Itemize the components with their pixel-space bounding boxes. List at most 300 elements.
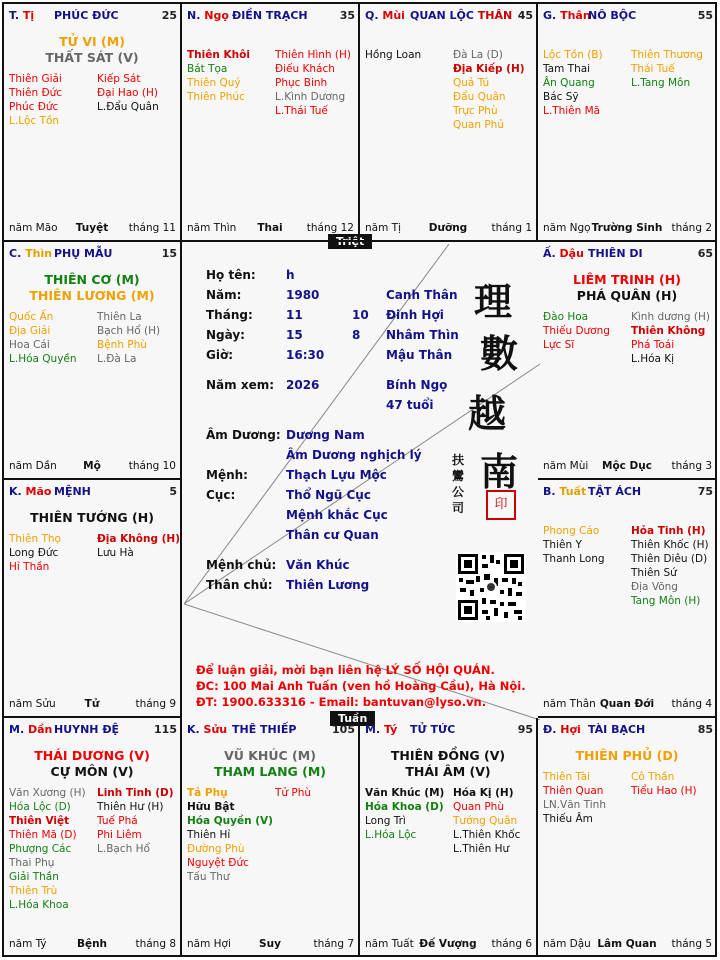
footer-month: tháng 12 — [306, 222, 354, 234]
palace-age: 5 — [169, 485, 177, 498]
palace-branch: N. Ngọ — [187, 9, 229, 22]
footer-stage: Lâm Quan — [597, 938, 657, 950]
minor-star: L.Hóa Quyền — [9, 353, 77, 365]
center-panel — [184, 244, 540, 720]
main-stars — [182, 748, 358, 780]
palace-header — [360, 4, 536, 22]
palace-name: THIÊN DI — [588, 247, 643, 260]
main-star: THIÊN CƠ (M) — [44, 272, 140, 287]
minor-star: Tướng Quân — [453, 815, 518, 827]
chart-board — [2, 2, 717, 957]
footer-month: tháng 10 — [128, 460, 176, 472]
minor-star: Thiên Khốc (H) — [631, 539, 709, 551]
name-value: h — [286, 268, 295, 282]
minor-star: Thai Phụ — [9, 857, 55, 869]
minor-star: Kiếp Sát — [97, 73, 141, 85]
footer-month: tháng 7 — [313, 938, 354, 950]
minor-star: Lực Sĩ — [543, 339, 575, 351]
minor-star: L.Kình Dương — [275, 91, 346, 103]
left-column — [365, 48, 421, 62]
minor-star: Phong Cáo — [543, 525, 600, 537]
minor-star: L.Thiên Mã — [543, 105, 601, 117]
main-stars — [538, 272, 716, 304]
right-column — [97, 532, 180, 560]
palace-branch: G. Thân — [543, 9, 591, 22]
footer-month: tháng 1 — [491, 222, 532, 234]
left-column — [187, 786, 273, 884]
minor-star: Long Trì — [365, 815, 406, 827]
minor-star: Thiên Trù — [9, 885, 58, 897]
month-canchi: Đinh Hợi — [386, 308, 444, 322]
palace-header — [360, 718, 536, 736]
main-star: THIÊN TƯỚNG (H) — [30, 510, 154, 525]
right-column — [453, 786, 520, 856]
minor-star: L.Hóa Kị — [631, 353, 675, 365]
tuan-tag: Tuần — [330, 711, 375, 726]
minor-star: Phúc Đức — [9, 101, 59, 113]
minor-star: Thiên Hình (H) — [275, 49, 351, 61]
main-star: TỬ VI (M) — [59, 34, 125, 49]
minor-star: Quan Phủ — [453, 119, 504, 131]
cuc-key: Cục: — [206, 488, 236, 502]
palace-age: 35 — [339, 9, 355, 22]
main-stars — [4, 272, 180, 304]
minor-star: Tả Phụ — [187, 787, 228, 799]
left-column — [9, 532, 61, 574]
minor-star: Đường Phù — [187, 843, 245, 855]
palace-name: HUYNH ĐỆ — [54, 723, 120, 736]
footer-stage: Quan Đới — [599, 698, 655, 710]
palace-footer — [538, 222, 716, 236]
minor-star: Thanh Long — [543, 553, 605, 565]
minor-star: Phi Liêm — [97, 829, 142, 841]
footer-stage: Suy — [259, 938, 281, 950]
palace-header — [538, 718, 716, 736]
minor-star: Thiếu Âm — [543, 813, 593, 825]
palace-dau[interactable] — [538, 242, 716, 480]
name-label — [206, 268, 256, 282]
minor-star: Thiên Khôi — [187, 49, 250, 61]
minor-star: L.Thiên Khốc — [453, 829, 521, 841]
palace-thin[interactable] — [4, 242, 182, 480]
footer-month: tháng 2 — [671, 222, 712, 234]
palace-branch: K. Sửu — [187, 723, 228, 736]
calligraphy-3: 越 — [468, 391, 507, 436]
footer-year: năm Dậu — [543, 938, 591, 950]
right-column — [631, 310, 710, 366]
minor-star: Địa Không (H) — [97, 533, 180, 545]
palace-ty[interactable] — [360, 718, 538, 956]
minor-star: Thiên Việt — [9, 815, 70, 827]
palace-age: 55 — [697, 9, 713, 22]
minor-star: Thái Tuế — [631, 63, 675, 75]
footer-year: năm Sửu — [9, 698, 56, 710]
than-position: Thân cư Quan — [286, 528, 379, 542]
minor-star: Thiếu Dương — [543, 325, 610, 337]
minor-star: Phượng Các — [9, 843, 72, 855]
palace-footer — [4, 460, 180, 474]
minor-star: LN.Văn Tinh — [543, 799, 606, 811]
footer-year: năm Thân — [543, 698, 596, 710]
palace-name: MỆNH — [54, 485, 91, 498]
minor-star: Thiên Giải — [9, 73, 62, 85]
minor-star: Giải Thần — [9, 871, 59, 883]
palace-branch: M. Dần — [9, 723, 53, 736]
minor-star: Hồng Loan — [365, 49, 422, 61]
view-year-canchi: Bính Ngọ — [386, 378, 448, 392]
palace-tuat[interactable] — [538, 480, 716, 718]
right-column — [97, 310, 160, 366]
main-star: THIÊN LƯƠNG (M) — [29, 288, 155, 303]
minor-star: Hỏa Tinh (H) — [631, 525, 706, 537]
hour-value: 16:30 — [286, 348, 325, 362]
side-char-1: 扶 — [452, 453, 465, 467]
minor-star: Quả Tú — [453, 77, 490, 89]
palace-header — [4, 480, 180, 498]
palace-age: 25 — [161, 9, 177, 22]
footer-year: năm Mão — [9, 222, 58, 234]
left-column — [543, 524, 605, 566]
palace-branch: B. Tuất — [543, 485, 587, 498]
palace-branch: Đ. Hợi — [543, 723, 581, 736]
minor-star: L.Thái Tuế — [275, 105, 328, 117]
minor-star: Quan Phù — [453, 801, 504, 813]
minor-star: L.Bạch Hổ — [97, 843, 150, 855]
main-star: THAM LANG (M) — [213, 764, 327, 779]
minor-star: Thiên Diêu (D) — [631, 553, 708, 565]
minor-star: Phục Binh — [275, 77, 328, 89]
contact-line-3[interactable]: ĐT: 1900.633316 - Email: bantuvan@lyso.vn. — [196, 695, 487, 709]
than-chu-key: Thân chủ: — [206, 578, 273, 592]
palace-footer — [360, 222, 536, 236]
palace-header — [4, 4, 180, 22]
minor-star: Phá Toái — [631, 339, 675, 351]
main-stars — [4, 510, 180, 526]
hour-key: Giờ: — [206, 348, 234, 362]
minor-star: Địa Võng — [631, 581, 678, 593]
palace-header — [538, 242, 716, 260]
minor-star: Trực Phù — [453, 105, 498, 117]
palace-branch: Ấ. Dậu — [543, 247, 584, 260]
palace-footer — [538, 698, 716, 712]
main-star: THÁI ÂM (V) — [405, 764, 491, 779]
age-value: 47 tuổi — [386, 398, 434, 412]
palace-header — [538, 480, 716, 498]
minor-star: Hoa Cái — [9, 339, 50, 351]
minor-star: L.Đà La — [97, 353, 137, 365]
palace-age: 105 — [332, 723, 355, 736]
minor-star: Tiểu Hao (H) — [631, 785, 697, 797]
minor-star: Văn Xương (H) — [9, 787, 86, 799]
minor-star: L.Hóa Khoa — [9, 899, 69, 911]
palace-header — [182, 718, 358, 736]
palace-age: 45 — [517, 9, 533, 22]
left-column — [543, 310, 610, 352]
contact-line-2: ĐC: 100 Mai Anh Tuấn (ven hồ Hoàng Cầu), Hà Nội. — [196, 679, 526, 693]
left-column — [9, 72, 62, 128]
day-value: 15 — [286, 328, 303, 342]
main-star: LIÊM TRINH (H) — [573, 272, 681, 287]
minor-star: Văn Khúc (M) — [365, 787, 445, 799]
footer-year: năm Tý — [9, 938, 47, 950]
palace-mao[interactable] — [4, 480, 182, 718]
minor-star: Hóa Khoa (D) — [365, 801, 444, 813]
minor-star: Hỉ Thần — [9, 561, 50, 573]
qr-code-icon[interactable] — [456, 552, 526, 622]
palace-age: 85 — [697, 723, 713, 736]
minor-star: Tấu Thư — [187, 871, 230, 883]
minor-star: Bác Sỹ — [543, 91, 579, 103]
palace-ti[interactable] — [4, 4, 182, 242]
side-char-4: 司 — [452, 501, 465, 515]
main-stars — [538, 748, 716, 764]
palace-footer — [538, 460, 716, 474]
right-column — [631, 770, 697, 798]
palace-suu[interactable] — [182, 718, 360, 956]
minor-star: Tử Phù — [275, 787, 312, 799]
minor-star: Thiên Y — [543, 539, 582, 551]
right-column — [275, 48, 351, 118]
palace-footer — [4, 938, 180, 952]
footer-stage: Tuyệt — [75, 222, 109, 234]
minor-star: Thiên La — [97, 311, 142, 323]
footer-year: năm Tị — [365, 222, 401, 234]
palace-footer — [360, 938, 536, 952]
footer-stage: Bệnh — [76, 938, 108, 950]
main-star: CỰ MÔN (V) — [50, 764, 134, 779]
month-value: 11 — [286, 308, 303, 322]
main-star: THIÊN ĐỒNG (V) — [390, 748, 506, 763]
footer-stage: Dưỡng — [428, 222, 468, 234]
minor-star: Đẩu Quân — [453, 91, 506, 103]
footer-year: năm Tuất — [365, 938, 414, 950]
palace-age: 75 — [697, 485, 713, 498]
palace-branch: Q. Mùi — [365, 9, 405, 22]
palace-footer — [4, 698, 180, 712]
minor-star: Tam Thai — [543, 63, 591, 75]
palace-header — [4, 242, 180, 260]
yinyang-key: Âm Dương: — [206, 428, 281, 442]
minor-star: Bệnh Phù — [97, 339, 147, 351]
minor-star: Lưu Hà — [97, 547, 134, 559]
minor-star: Thiên Quan — [543, 785, 604, 797]
palace-age: 95 — [517, 723, 533, 736]
yinyang-note: Âm Dương nghịch lý — [286, 448, 422, 462]
minor-star: Thiên Phúc — [187, 91, 245, 103]
view-year-key: Năm xem: — [206, 378, 275, 392]
day-canchi: Nhâm Thìn — [386, 328, 459, 342]
minor-star: Thiên Đức — [9, 87, 63, 99]
minor-star: Thiên Thương — [631, 49, 703, 61]
minor-star: Quốc Ấn — [9, 311, 54, 323]
left-column — [543, 48, 603, 118]
palace-name: QUAN LỘC THÂN — [410, 9, 513, 22]
palace-footer — [538, 938, 716, 952]
main-stars — [360, 748, 536, 780]
minor-star: Tang Môn (H) — [631, 595, 701, 607]
minor-star: Đại Hao (H) — [97, 87, 159, 99]
minor-star: Thiên Mã (D) — [9, 829, 77, 841]
footer-month: tháng 11 — [128, 222, 176, 234]
minor-star: Thiên Sứ — [631, 567, 677, 579]
footer-stage: Mộc Dục — [602, 460, 652, 472]
footer-month: tháng 5 — [671, 938, 712, 950]
minor-star: Thiên Thọ — [9, 533, 61, 545]
minor-star: Hữu Bật — [187, 801, 235, 813]
main-star: VŨ KHÚC (M) — [224, 748, 316, 763]
palace-branch: M. Tý — [365, 723, 398, 736]
side-char-3: 公 — [452, 485, 465, 499]
footer-year: năm Ngọ — [543, 222, 591, 234]
footer-stage: Mộ — [83, 460, 101, 472]
left-column — [9, 310, 77, 366]
menh-value: Thạch Lựu Mộc — [286, 468, 387, 482]
side-char-2: 鸞 — [452, 469, 465, 483]
main-star: THÁI DƯƠNG (V) — [34, 748, 150, 763]
day-key: Ngày: — [206, 328, 245, 342]
minor-star: L.Thiên Hư — [453, 843, 510, 855]
right-column — [453, 48, 525, 132]
minor-star: Cô Thần — [631, 771, 675, 783]
minor-star: L.Đẩu Quân — [97, 101, 159, 113]
palace-mui[interactable] — [360, 4, 538, 242]
minor-star: Địa Kiếp (H) — [453, 63, 525, 75]
minor-star: Thiên Tài — [543, 771, 590, 783]
minor-star: Lộc Tồn (B) — [543, 49, 603, 61]
triet-tag: Triệt — [328, 234, 372, 249]
minor-star: Hóa Kị (H) — [453, 787, 514, 799]
cuc-relation: Mệnh khắc Cục — [286, 508, 388, 522]
palace-name: ĐIỀN TRẠCH — [232, 9, 308, 22]
palace-name: THÊ THIẾP — [232, 723, 297, 736]
month-key: Tháng: — [206, 308, 253, 322]
view-year-value: 2026 — [286, 378, 320, 392]
footer-stage: Thai — [257, 222, 283, 234]
palace-footer — [182, 222, 358, 236]
year-value: 1980 — [286, 288, 320, 302]
left-column — [9, 786, 86, 912]
minor-star: L.Hóa Lộc — [365, 829, 417, 841]
palace-branch: C. Thìn — [9, 247, 53, 260]
minor-star: Địa Giải — [9, 325, 51, 337]
calligraphy-side — [452, 452, 466, 516]
minor-star: Bạch Hổ (H) — [97, 325, 161, 337]
minor-star: Hóa Lộc (D) — [9, 801, 71, 813]
calligraphy-2: 數 — [480, 331, 519, 376]
palace-hoi[interactable] — [538, 718, 716, 956]
minor-star: Thiên Hỉ — [187, 829, 231, 841]
year-canchi: Canh Thân — [386, 288, 458, 302]
main-stars — [4, 34, 180, 66]
main-star: THẤT SÁT (V) — [45, 50, 139, 65]
minor-star: Kình dương (H) — [631, 311, 710, 323]
contact-line-1: Để luận giải, mời bạn liên hệ LÝ SỐ HỘI QUÁN. — [196, 663, 495, 677]
palace-name: PHÚC ĐỨC — [54, 9, 119, 22]
minor-star: L.Lộc Tồn — [9, 115, 60, 127]
minor-star: Đào Hoa — [543, 311, 589, 323]
palace-branch: K. Mão — [9, 485, 52, 498]
footer-stage: Tử — [84, 698, 100, 710]
palace-name: TỬ TỨC — [410, 723, 456, 736]
footer-year: năm Mùi — [543, 460, 589, 472]
footer-month: tháng 3 — [671, 460, 712, 472]
than-chu-value: Thiên Lương — [286, 578, 370, 592]
palace-ngo[interactable] — [182, 4, 360, 242]
palace-branch: T. Tị — [9, 9, 35, 22]
main-star: PHÁ QUÂN (H) — [576, 288, 678, 303]
palace-name: TẬT ÁCH — [588, 485, 642, 498]
palace-footer — [4, 222, 180, 236]
menh-chu-value: Văn Khúc — [286, 558, 350, 572]
minor-star: Thiên Quý — [187, 77, 241, 89]
day-lunar: 8 — [352, 328, 361, 342]
minor-star: Đà La (D) — [453, 49, 503, 61]
palace-age: 15 — [161, 247, 177, 260]
right-column — [631, 48, 703, 90]
left-column — [543, 770, 606, 826]
minor-star: Linh Tinh (D) — [97, 787, 174, 799]
footer-year: năm Thìn — [187, 222, 237, 234]
menh-chu-key: Mệnh chủ: — [206, 558, 277, 572]
left-column — [187, 48, 250, 104]
hour-canchi: Mậu Thân — [386, 348, 453, 362]
palace-age: 65 — [697, 247, 713, 260]
footer-stage: Trường Sinh — [591, 222, 663, 234]
footer-month: tháng 4 — [671, 698, 712, 710]
main-star: THIÊN PHỦ (D) — [575, 748, 679, 763]
minor-star: Long Đức — [9, 547, 59, 559]
palace-footer — [182, 938, 358, 952]
palace-name: TÀI BẠCH — [588, 723, 646, 736]
footer-year: năm Dần — [9, 460, 57, 472]
footer-month: tháng 8 — [135, 938, 176, 950]
minor-star: Bát Tọa — [187, 63, 228, 75]
minor-star: Hóa Quyền (V) — [187, 815, 273, 827]
year-key: Năm: — [206, 288, 242, 302]
minor-star: Thiên Hư (H) — [97, 801, 164, 813]
cuc-value: Thổ Ngũ Cục — [286, 488, 371, 502]
palace-age: 115 — [154, 723, 177, 736]
palace-header — [4, 718, 180, 736]
calligraphy-4: 南 — [480, 449, 519, 494]
calligraphy-1: 理 — [474, 279, 513, 324]
palace-header — [538, 4, 716, 22]
right-column — [631, 524, 709, 608]
minor-star: Nguyệt Đức — [187, 857, 249, 869]
red-seal: 印 — [486, 490, 516, 520]
palace-name: NÔ BỘC — [588, 9, 637, 22]
footer-stage: Đế Vượng — [419, 938, 477, 950]
main-stars — [4, 748, 180, 780]
right-column — [97, 786, 174, 856]
right-column — [97, 72, 159, 114]
month-lunar: 10 — [352, 308, 369, 322]
minor-star: L.Tang Môn — [631, 77, 691, 89]
palace-dan[interactable] — [4, 718, 182, 956]
footer-month: tháng 6 — [491, 938, 532, 950]
palace-header — [182, 4, 358, 22]
minor-star: Ân Quang — [543, 77, 595, 89]
menh-key: Mệnh: — [206, 468, 248, 482]
footer-year: năm Hợi — [187, 938, 231, 950]
name-key: Họ tên: — [206, 268, 256, 282]
yinyang-value: Dương Nam — [286, 428, 365, 442]
minor-star: Thiên Không — [631, 325, 706, 337]
minor-star: Điếu Khách — [275, 63, 335, 75]
left-column — [365, 786, 444, 842]
minor-star: Tuế Phá — [97, 815, 138, 827]
palace-than[interactable] — [538, 4, 716, 242]
